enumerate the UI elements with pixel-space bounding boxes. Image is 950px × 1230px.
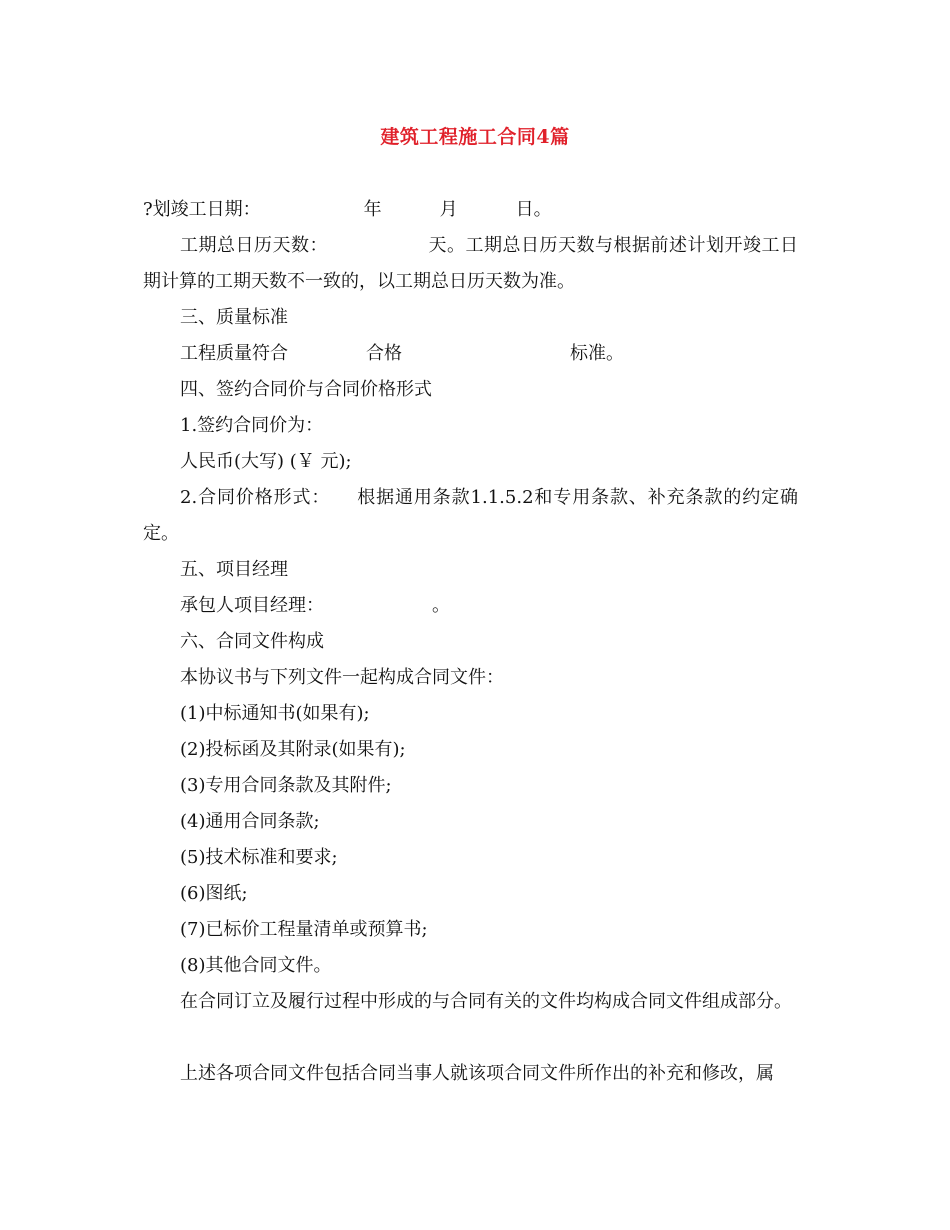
manager-line — [143, 588, 798, 624]
price-form-label: 2.合同价格形式： — [180, 487, 331, 508]
document-title: 建筑工程施工合同4篇 — [380, 126, 570, 148]
quality-line — [143, 336, 798, 372]
completion-date-line — [143, 192, 798, 228]
price-form-paragraph — [143, 480, 798, 552]
list-item: (6)图纸; — [180, 883, 248, 904]
contract-price-label: 1.签约合同价为： — [180, 415, 324, 436]
duration-text: 天。工期总日历天数与根据前述计划开竣工日期计算的工期天数不一致的，以工期总日历天数为准。 — [143, 235, 798, 292]
manager-end: 。 — [432, 595, 450, 616]
section6-heading: 六、合同文件构成 — [180, 631, 324, 652]
section4-heading: 四、签约合同价与合同价格形式 — [180, 379, 432, 400]
section3-heading: 三、质量标准 — [180, 307, 288, 328]
day-label: 日。 — [515, 199, 552, 220]
list-item: (2)投标函及其附录(如果有); — [180, 739, 406, 760]
month-label: 月 — [439, 199, 458, 220]
duration-paragraph — [143, 228, 798, 300]
list-item: (7)已标价工程量清单或预算书; — [180, 919, 428, 940]
year-label: 年 — [363, 199, 382, 220]
quality-prefix: 工程质量符合 — [180, 343, 288, 364]
list-item: (1)中标通知书(如果有); — [180, 703, 370, 724]
list-item: (8)其他合同文件。 — [180, 955, 332, 976]
completion-date-label: ?划竣工日期： — [143, 199, 261, 220]
section5-heading: 五、项目经理 — [180, 559, 288, 580]
quality-value: 合格 — [366, 343, 402, 364]
price-form-text: 根据通用条款1.1.5.2和专用条款、补充条款的约定确定。 — [143, 487, 798, 544]
manager-label: 承包人项目经理： — [180, 595, 324, 616]
list-item: (3)专用合同条款及其附件; — [180, 775, 392, 796]
quality-suffix: 标准。 — [570, 343, 624, 364]
list-item: (5)技术标准和要求; — [180, 847, 338, 868]
rmb-line: 人民币(大写) (￥ 元); — [180, 451, 352, 472]
duration-label: 工期总日历天数： — [180, 235, 328, 256]
section6-intro: 本协议书与下列文件一起构成合同文件： — [180, 667, 504, 688]
document-body — [143, 192, 798, 1092]
amendments-paragraph: 上述各项合同文件包括合同当事人就该项合同文件所作出的补充和修改，属 — [180, 1063, 774, 1084]
contract-documents-paragraph: 在合同订立及履行过程中形成的与合同有关的文件均构成合同文件组成部分。 — [180, 991, 792, 1012]
list-item: (4)通用合同条款; — [180, 811, 320, 832]
